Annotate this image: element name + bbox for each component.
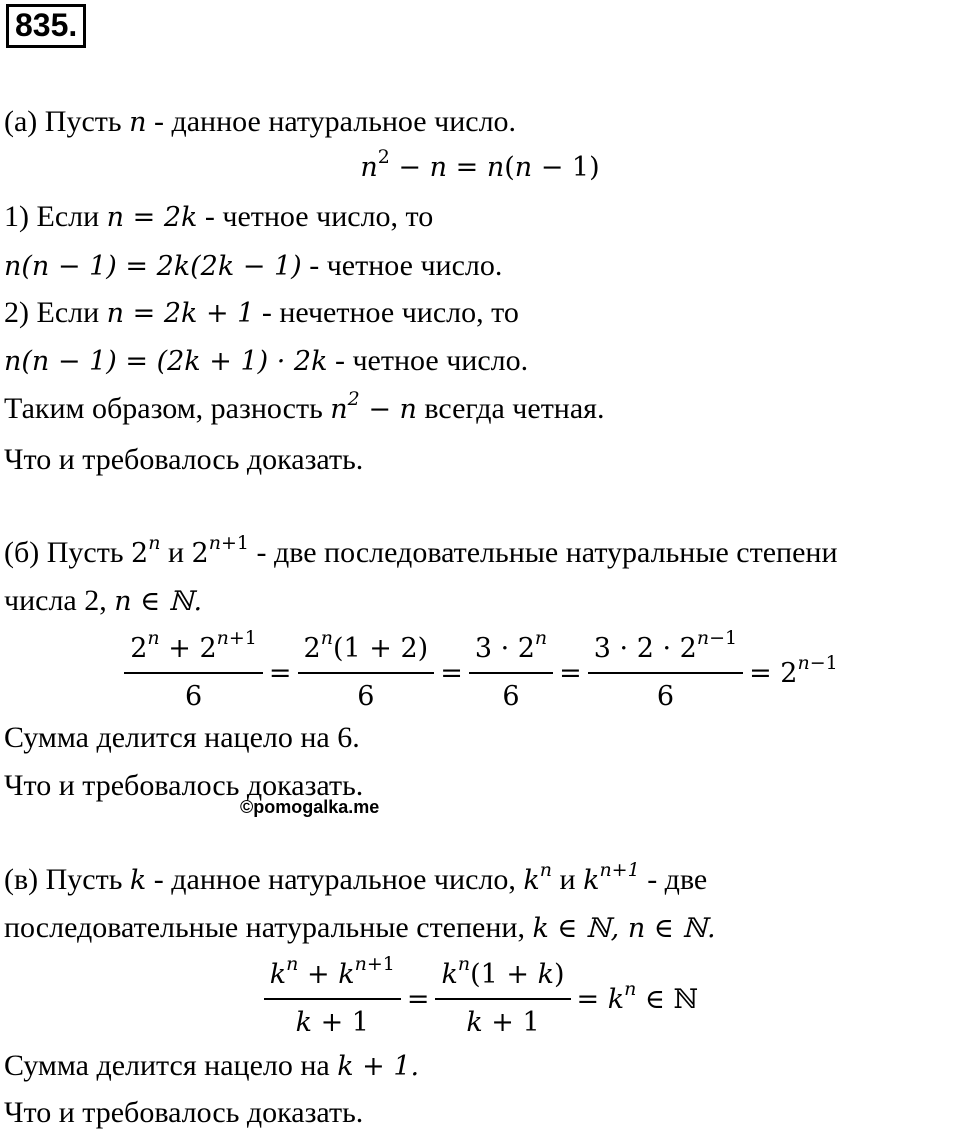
part-b-intro <box>4 533 838 574</box>
part-c-intro-mid: - данное натуральное число, <box>146 863 524 896</box>
part-c-intro-and: и <box>552 863 584 896</box>
part-c-qed: Что и требовалось доказать. <box>4 1096 364 1129</box>
part-a-case1-math: n = 2k <box>106 202 198 233</box>
part-a-case1 <box>4 197 433 238</box>
part-c-power-n1: $k^{n+1}$ <box>583 859 640 896</box>
part-b-power-n: 2$^n$ <box>131 532 161 569</box>
part-b-intro-line2-math: n ∈ ℕ. <box>114 586 203 617</box>
part-c-conclusion <box>4 1046 419 1087</box>
part-a-intro-prefix: (а) Пусть <box>4 105 130 138</box>
part-a-concl-math: $n^2 - n$ <box>330 388 417 425</box>
part-b-f4-num: 3 · 2 · 2 <box>593 633 697 664</box>
part-a-case2-math: n = 2k + 1 <box>106 298 255 329</box>
part-a-intro <box>4 102 516 143</box>
part-c-fraction-1: $\frac{k^n + k^{n+1}}{k + 1}$ <box>264 956 401 1042</box>
part-a-conclusion <box>4 389 604 430</box>
part-a-case1-result <box>4 246 502 287</box>
part-a-concl-suffix: всегда четная. <box>416 392 605 425</box>
part-b-intro-line2-prefix: числа 2, <box>4 584 115 617</box>
part-b-intro-prefix: (б) Пусть <box>4 536 132 569</box>
part-b-fraction-2: $\frac{2^n(1 + 2)}{6}$ <box>298 630 435 716</box>
part-c-intro-line2-math: k ∈ ℕ, n ∈ ℕ. <box>532 913 716 944</box>
part-a-case1-suffix: - четное число, то <box>197 200 434 233</box>
part-c-intro-line2 <box>4 908 716 949</box>
part-c-conclusion-math: k + 1. <box>337 1051 420 1082</box>
part-b-intro-suffix: - две последовательные натуральные степени <box>248 536 838 569</box>
part-c-intro <box>4 860 707 901</box>
part-a-case1-prefix: 1) Если <box>4 200 107 233</box>
part-c-intro-var: k <box>129 865 147 896</box>
part-b-intro-line2 <box>4 581 202 622</box>
part-b-equation: $\frac{2^n + 2^{n+1}}{6}$ = $\frac{2^n(1 + 2)}{6}$ = $\frac{3 \cdot 2^n}{6}$ = $\frac{3 \cdot 2 \cdot 2^{n-1}}{6}$ = $2^{n-1}$ <box>0 630 960 716</box>
part-a-case2-result-math: n(n − 1) = (2k + 1) · 2k <box>4 346 328 377</box>
part-c-power-n: $k^n$ <box>523 859 552 896</box>
part-b-qed: Что и требовалось доказать. <box>4 769 364 802</box>
part-a-case2-suffix: - нечетное число, то <box>254 296 519 329</box>
part-a-concl-prefix: Таким образом, разность <box>4 392 331 425</box>
part-a-case2 <box>4 293 519 334</box>
part-b-intro-and: и <box>160 536 192 569</box>
part-c-intro-line2-prefix: последовательные натуральные степени, <box>4 911 533 944</box>
part-a-case2-result <box>4 341 528 382</box>
part-c-intro-prefix: (в) Пусть <box>4 863 130 896</box>
part-c-intro-suffix: - две <box>639 863 708 896</box>
part-b-conclusion: Сумма делится нацело на 6. <box>4 721 360 754</box>
part-c-fraction-2: $\frac{k^n(1 + k)}{k + 1}$ <box>435 956 570 1042</box>
watermark: ©pomogalka.me <box>240 797 380 817</box>
part-c-conclusion-prefix: Сумма делится нацело на <box>4 1049 338 1082</box>
part-a-identity: $n^2 - n = n(n - 1)$ <box>360 146 600 183</box>
part-a-case1-result-suffix: - четное число. <box>301 249 503 282</box>
part-c-equation: $\frac{k^n + k^{n+1}}{k + 1}$ = $\frac{k^n(1 + k)}{k + 1}$ = $k^n$ ∈ ℕ <box>0 956 960 1042</box>
part-a-case2-result-suffix: - четное число. <box>327 344 529 377</box>
part-a-case1-result-math: n(n − 1) = 2k(2k − 1) <box>4 251 302 282</box>
part-a-case2-prefix: 2) Если <box>4 296 107 329</box>
part-a-intro-var: n <box>129 107 147 138</box>
part-b-power-n1: $2^{n+1}$ <box>191 532 249 569</box>
problem-number: 835. <box>6 4 86 48</box>
part-a-intro-suffix: - данное натуральное число. <box>146 105 517 138</box>
part-b-fraction-4: $\frac{3 \cdot 2 \cdot 2^{n-1}}{6}$ <box>588 630 743 716</box>
part-b-fraction-3: $\frac{3 \cdot 2^n}{6}$ <box>469 630 553 716</box>
part-a-qed: Что и требовалось доказать. <box>4 443 364 476</box>
part-b-fraction-1: $\frac{2^n + 2^{n+1}}{6}$ <box>124 630 263 716</box>
